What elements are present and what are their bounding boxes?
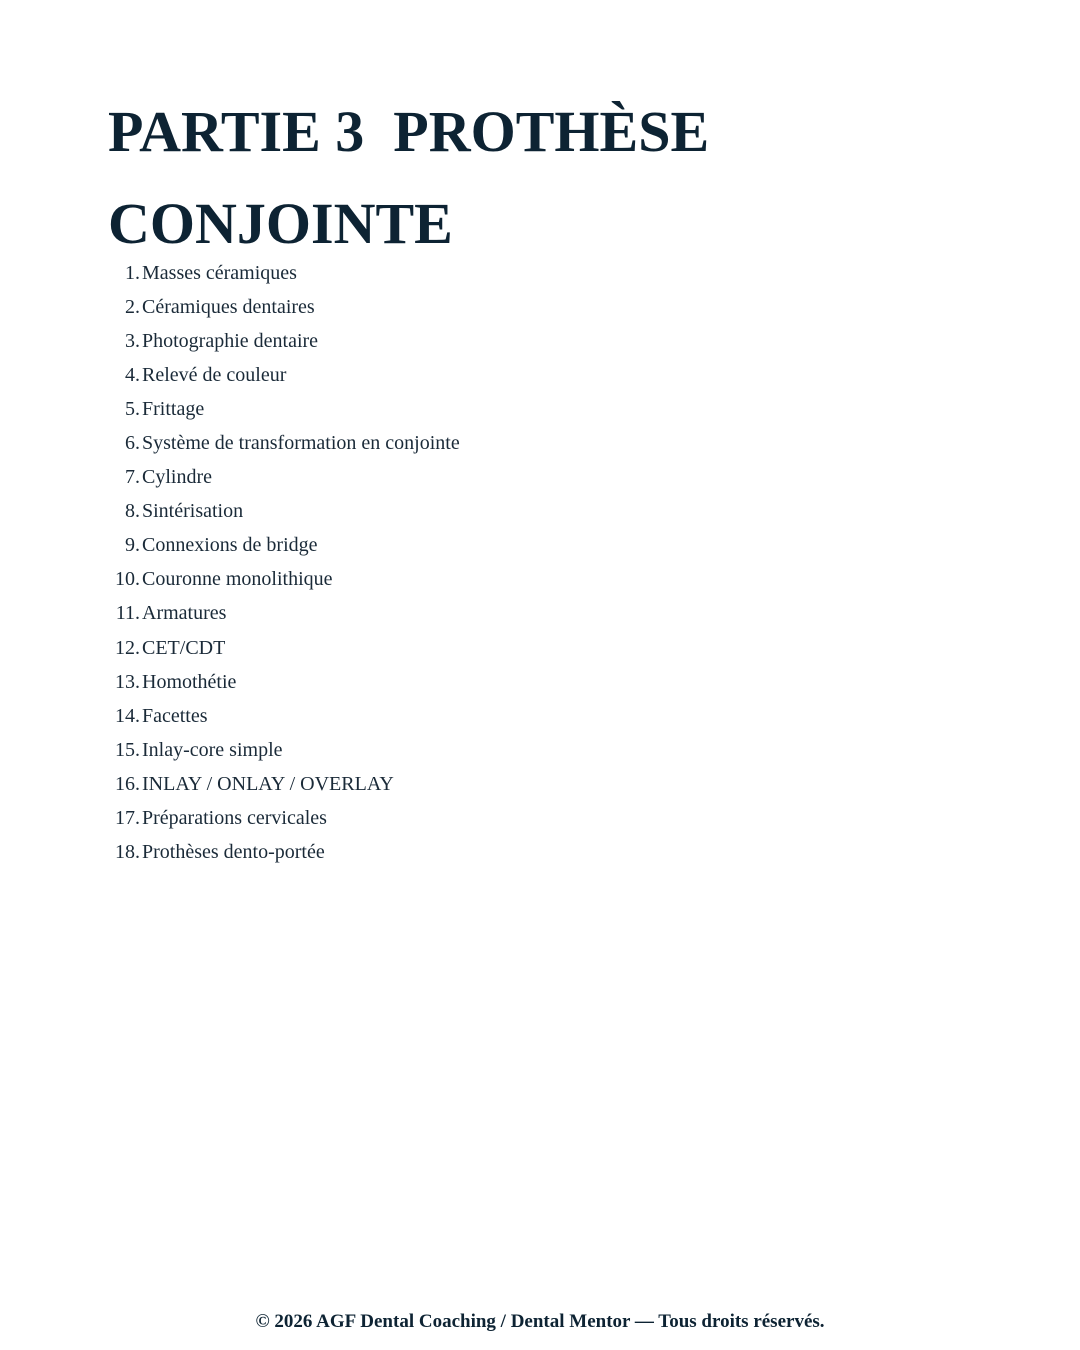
list-item-number: 15. [115,738,140,761]
list-item-label: Couronne monolithique [142,568,333,591]
list-item-number: 16. [115,772,140,795]
list-item [108,392,460,426]
list-item-number: 9. [125,534,140,557]
list-item-number: 5. [125,398,140,421]
list-item-label: CET/CDT [142,636,226,659]
list-item-label: Facettes [142,704,208,727]
list-item-number: 7. [125,466,140,489]
list-item-label: Connexions de bridge [142,534,318,557]
list-item [108,665,460,699]
list-item [108,733,460,767]
list-item-number: 3. [125,330,140,353]
list-item-label: Système de transformation en conjointe [142,432,460,455]
list-item [108,835,460,869]
list-item-label: Frittage [142,398,205,421]
list-item-label: Photographie dentaire [142,330,319,353]
list-item [108,256,460,290]
list-item-number: 2. [125,296,140,319]
list-item-label: Prothèses dento-portée [142,840,325,863]
list-item [108,494,460,528]
list-item [108,767,460,801]
list-item [108,528,460,562]
list-item-label: Préparations cervicales [142,806,327,829]
list-item-label: Céramiques dentaires [142,296,315,319]
list-item-number: 12. [115,636,140,659]
list-item-label: Inlay-core simple [142,738,283,761]
list-item-number: 10. [115,568,140,591]
list-item-number: 11. [115,602,140,625]
list-item-number: 18. [115,840,140,863]
list-item-number: 4. [125,364,140,387]
list-item [108,460,460,494]
list-item-number: 6. [125,432,140,455]
list-item [108,631,460,665]
list-item-number: 1. [125,262,140,284]
list-item-label: Homothétie [142,670,237,693]
list-item [108,290,460,324]
table-of-contents [108,256,460,869]
list-item [108,324,460,358]
list-item-number: 8. [125,500,140,523]
list-item-label: Relevé de couleur [142,364,287,387]
list-item-label: INLAY / ONLAY / OVERLAY [142,772,394,795]
copyright-footer: © 2026 AGF Dental Coaching / Dental Mentor — Tous droits réservés. [255,1311,825,1332]
list-item-label: Masses céramiques [142,262,297,284]
page-title: PARTIE 3 PROTHÈSE CONJOINTE [108,99,724,256]
list-item [108,358,460,392]
list-item [108,801,460,835]
list-item-number: 17. [115,806,140,829]
list-item-label: Cylindre [142,466,212,489]
list-item [108,699,460,733]
list-item-number: 14. [115,704,140,727]
list-item-label: Sintérisation [142,500,244,523]
list-item-number: 13. [115,670,140,693]
list-item [108,562,460,596]
list-item-label: Armatures [142,602,227,625]
list-item [108,426,460,460]
list-item [108,596,460,630]
